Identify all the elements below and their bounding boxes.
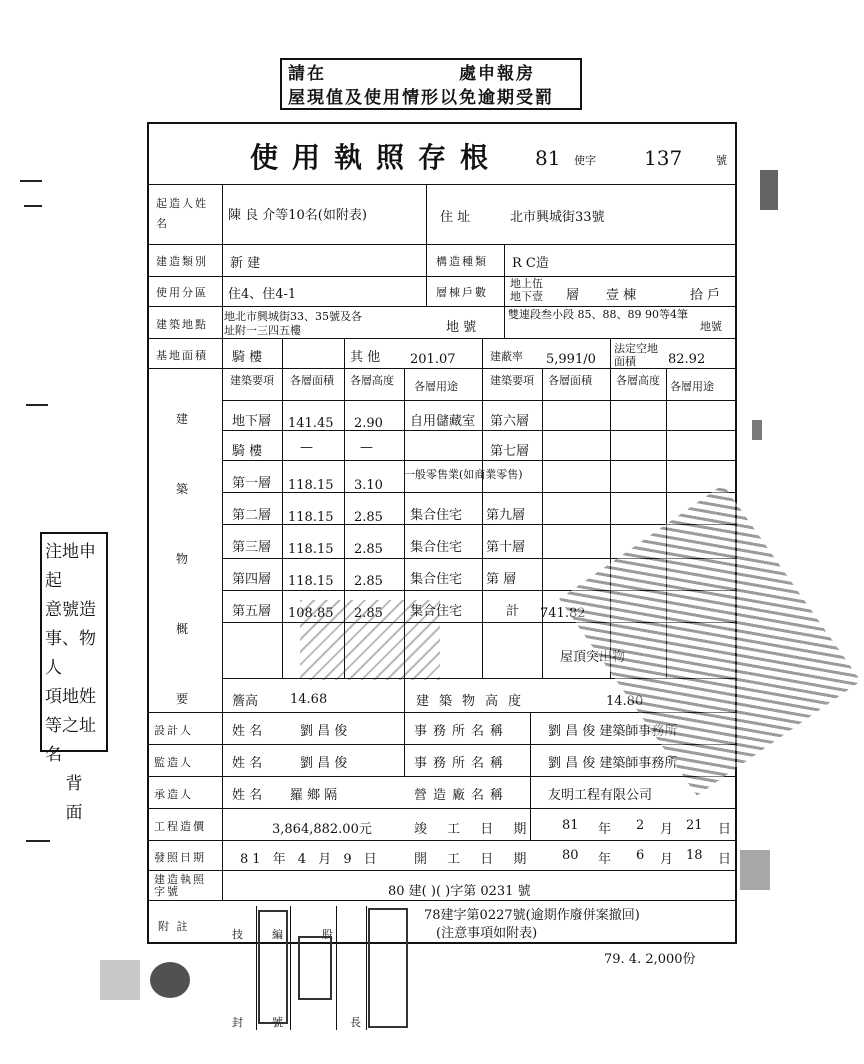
floor-height: 2.85 [354, 542, 383, 557]
designer-name: 劉 昌 俊 [300, 724, 348, 739]
notes-label: 附 註 [158, 920, 190, 933]
stamp-smudge [300, 600, 440, 680]
floor-height: 2.85 [354, 606, 383, 621]
permit-word: 使字 [574, 154, 596, 167]
base-area-label: 基地面積 [156, 349, 208, 362]
stamp-label-zhang: 長 [350, 1016, 361, 1029]
floor-right: 第六層 [490, 414, 530, 429]
site-label: 建築地點 [156, 318, 208, 331]
notes-line-2: (注意事項如附表) [436, 926, 538, 941]
floors-dong: 壹 棟 [606, 288, 637, 303]
structure-label: 構造種類 [436, 255, 488, 268]
floor-height: 2.85 [354, 510, 383, 525]
building-height: 14.80 [606, 694, 644, 709]
seal-stamp [368, 908, 408, 1028]
permit-suffix: 號 [716, 154, 727, 167]
permit-number: 137 [644, 146, 683, 170]
site-address-1: 地北市興城街33、35號及各 [224, 310, 362, 323]
start-month: 6 [636, 848, 645, 863]
banner-line-2: 屋現值及使用情形以免逾期受罰 [288, 88, 554, 108]
col-header-height: 各層高度 [350, 374, 394, 387]
issue-date: 81 年 4 月 9 日 [240, 852, 381, 867]
eave-height-label: 簷高 [232, 694, 259, 709]
floor-name: 地下層 [232, 414, 272, 429]
floor-name: 第二層 [232, 508, 272, 523]
floor-use: 一般零售業(如商業零售) [404, 468, 523, 481]
owner-label: 起造人姓名 [156, 197, 208, 230]
col-header-item: 建築要項 [230, 374, 274, 387]
floor-area: 118.15 [288, 574, 334, 589]
building-height-label: 建築物高度 [416, 694, 532, 709]
lot-label: 地 號 [446, 320, 477, 335]
permit-year: 81 [535, 146, 561, 170]
seal-stamp [298, 936, 332, 1000]
floors-value: 地上伍 地下壹 [510, 277, 543, 303]
designer-name-label: 姓 名 [232, 724, 263, 739]
floor-height: 2.85 [354, 574, 383, 589]
floor-area: 118.15 [288, 510, 334, 525]
start-day: 18 [686, 848, 703, 863]
floor-use: 集合住宅 [410, 572, 463, 587]
owner-name: 陳 良 介等10名(如附表) [228, 208, 367, 223]
completion-day: 21 [686, 818, 703, 833]
owner-address: 北市興城街33號 [510, 210, 605, 225]
floor-name: 騎 樓 [232, 444, 263, 459]
floor-area: 118.15 [288, 478, 334, 493]
contractor-co-label: 營造廠名稱 [414, 788, 510, 803]
floor-right: 第七層 [490, 444, 530, 459]
open-space-label: 法定空地面積 [614, 342, 658, 368]
permit-number-value: 80 建( )( )字第 0231 號 [388, 884, 531, 899]
completion-day-unit: 日 [718, 822, 732, 837]
floor-right: 第 層 [486, 572, 517, 587]
col-header-area-2: 各層面積 [548, 374, 592, 387]
stamp-label-bian: 編 [272, 928, 283, 941]
completion-date-label: 竣 工 日 期 [414, 822, 535, 837]
floor-area: 141.45 [288, 416, 334, 431]
completion-month: 2 [636, 818, 645, 833]
start-year-unit: 年 [598, 852, 612, 867]
side-notice-box: 注地申起 意號造 事、物人 項地姓 等之址名 背 面 [40, 532, 108, 752]
supervisor-name: 劉 昌 俊 [300, 756, 348, 771]
open-space-value: 82.92 [668, 352, 706, 367]
floors-label: 層棟戶數 [436, 286, 488, 299]
site-address-2: 址附一三四五樓 [224, 324, 301, 337]
banner-line-1: 請在 處申報房 [288, 64, 535, 84]
floor-name: 第三層 [232, 540, 272, 555]
floor-right: 第十層 [486, 540, 526, 555]
col-header-item-2: 建築要項 [490, 374, 534, 387]
floors-ceng: 層 [566, 288, 580, 303]
start-date-label: 開 工 日 期 [414, 852, 535, 867]
supervisor-name-label: 姓 名 [232, 756, 263, 771]
completion-year-unit: 年 [598, 822, 612, 837]
stamp-label-feng: 封 [232, 1016, 243, 1029]
floor-name: 第四層 [232, 572, 272, 587]
supervisor-label: 監造人 [154, 756, 193, 769]
designer-label: 設計人 [154, 724, 193, 737]
build-type-label: 建造類別 [156, 255, 208, 268]
contractor-label: 承造人 [154, 788, 193, 801]
floor-height: — [360, 440, 373, 455]
floor-height: 3.10 [354, 478, 383, 493]
other-label: 其 他 [350, 350, 381, 365]
floor-height: 2.90 [354, 416, 383, 431]
build-type: 新 建 [230, 256, 261, 271]
floor-area: 118.15 [288, 542, 334, 557]
owner-address-label: 住 址 [440, 210, 471, 225]
form-title: 使用執照存根 [250, 141, 503, 174]
stamp-label-gu: 股 [322, 928, 333, 941]
lot-note: 地號 [700, 320, 722, 333]
notice-banner [280, 58, 582, 110]
col-header-height-2: 各層高度 [616, 374, 660, 387]
cost-label: 工程造價 [154, 820, 206, 833]
start-year: 80 [562, 848, 579, 863]
permit-number-label: 建造執照字號 [154, 873, 206, 898]
print-note: 79. 4. 2,000份 [604, 952, 696, 967]
seal-stamp [258, 910, 288, 1024]
stamp-label-hao: 號 [272, 1016, 283, 1029]
contractor-name-label: 姓 名 [232, 788, 263, 803]
col-header-area: 各層面積 [290, 374, 334, 387]
floor-use: 自用儲藏室 [410, 414, 476, 429]
structure-type: R C造 [512, 256, 549, 271]
floor-name: 第五層 [232, 604, 272, 619]
floor-area: — [300, 440, 313, 455]
approval-block [226, 906, 386, 1030]
building-summary-label: 建 築 物 概 要 [176, 412, 189, 706]
floor-use: 集合住宅 [410, 604, 463, 619]
qilou-label: 騎 樓 [232, 350, 263, 365]
col-header-use: 各層用途 [414, 380, 458, 393]
floor-use: 集合住宅 [410, 508, 463, 523]
supervisor-office-label: 事務所名稱 [414, 756, 510, 771]
roof-note: 屋頂突出物 [560, 650, 626, 665]
start-month-unit: 月 [660, 852, 674, 867]
coverage-value: 5,991/0 [546, 352, 596, 367]
designer-office: 劉 昌 俊 建築師事務所 [548, 724, 678, 739]
start-day-unit: 日 [718, 852, 732, 867]
supervisor-office: 劉 昌 俊 建築師事務所 [548, 756, 678, 771]
floor-right: 第九層 [486, 508, 526, 523]
contractor-company: 友明工程有限公司 [548, 788, 653, 803]
floor-area: 108.85 [288, 606, 334, 621]
floor-use: 集合住宅 [410, 540, 463, 555]
floor-right: 計 [506, 604, 520, 619]
floor-total: 741.82 [540, 606, 586, 621]
completion-month-unit: 月 [660, 822, 674, 837]
cost-value: 3,864,882.00元 [272, 822, 372, 837]
notes-line-1: 78建字第0227號(逾期作廢併案撤回) [424, 908, 640, 923]
floors-hu: 拾 戶 [690, 288, 721, 303]
col-header-use-2: 各層用途 [670, 380, 714, 393]
contractor-name: 羅 鄉 隔 [290, 788, 338, 803]
floor-name: 第一層 [232, 476, 272, 491]
completion-year: 81 [562, 818, 579, 833]
issue-date-label: 發照日期 [154, 851, 206, 864]
designer-office-label: 事務所名稱 [414, 724, 510, 739]
lot-value: 雙連段叁小段 85、88、89 90等4筆 [508, 308, 688, 321]
zoning-value: 住4、住4-1 [228, 287, 297, 302]
coverage-label: 建蔽率 [490, 350, 523, 363]
eave-height: 14.68 [290, 692, 328, 707]
stamp-label-ji: 技 [232, 928, 243, 941]
other-value: 201.07 [410, 352, 456, 367]
zoning-label: 使用分區 [156, 286, 208, 299]
